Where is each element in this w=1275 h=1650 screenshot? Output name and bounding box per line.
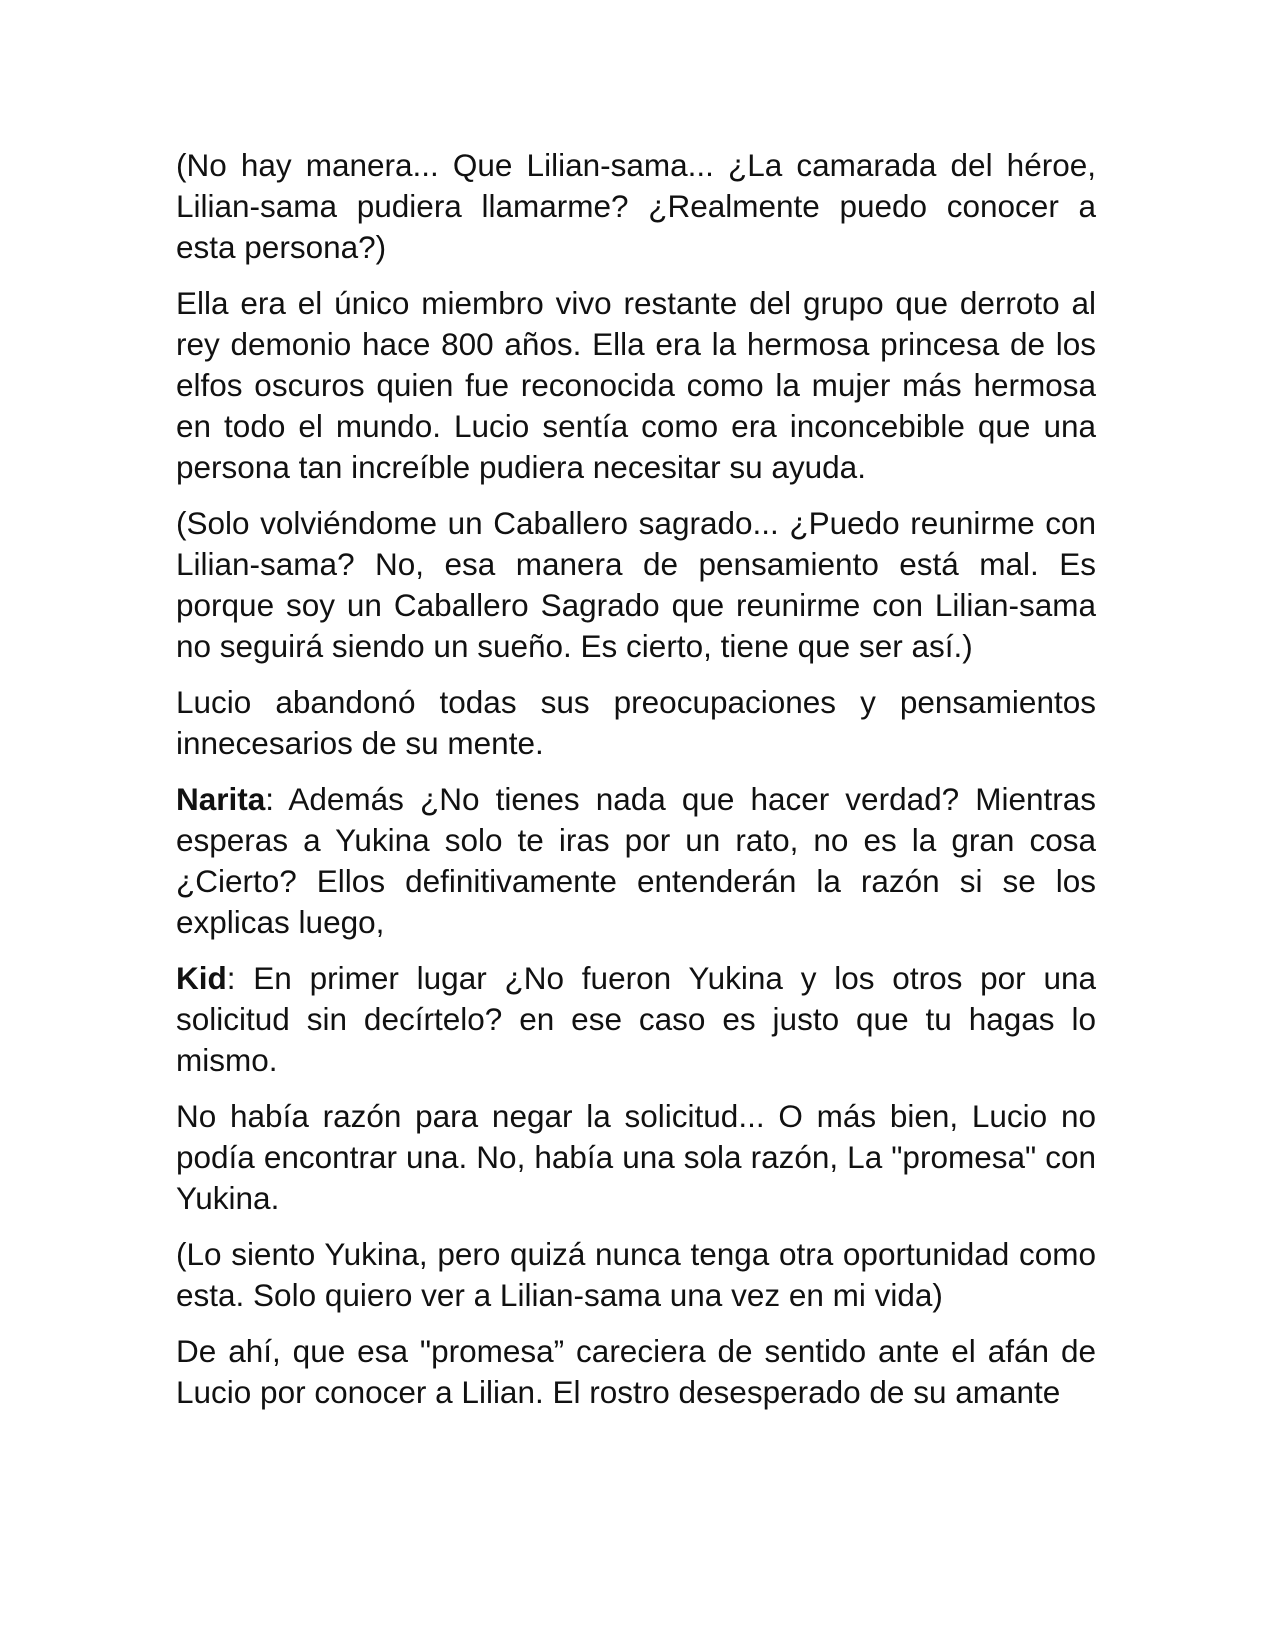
dialogue-narita [176,779,1096,943]
paragraph-9 [176,1331,1096,1413]
paragraph-text: De ahí, que esa "promesa” careciera de sentido ante el afán de Lucio por conocer a Lilian. El rostro desesperado de su amante [176,1333,1096,1410]
dialogue-text: : En primer lugar ¿No fueron Yukina y los otros por una solicitud sin decírtelo? en ese caso es justo que tu hagas lo mismo. [176,960,1096,1078]
paragraph-text: (Solo volviéndome un Caballero sagrado... ¿Puedo reunirme con Lilian-sama? No, esa manera de pensamiento está mal. Es porque soy un Caballero Sagrado que reunirme con Lilian-sama no seguirá siendo un sueño. Es cierto, tiene que ser así.) [176,505,1096,664]
speaker-name: Narita [176,781,266,817]
paragraph-7 [176,1096,1096,1219]
paragraph-3 [176,503,1096,667]
paragraph-text: (No hay manera... Que Lilian-sama... ¿La camarada del héroe, Lilian-sama pudiera llamarme? ¿Realmente puedo conocer a esta persona?) [176,147,1096,265]
paragraph-text: Ella era el único miembro vivo restante del grupo que derroto al rey demonio hace 800 años. Ella era la hermosa princesa de los elfos oscuros quien fue reconocida como la mujer más hermosa en todo el mundo. Lucio sentía como era inconcebible que una persona tan increíble pudiera necesitar su ayuda. [176,285,1096,485]
paragraph-2 [176,283,1096,488]
speaker-name: Kid [176,960,227,996]
paragraph-4 [176,682,1096,764]
dialogue-text: : Además ¿No tienes nada que hacer verdad? Mientras esperas a Yukina solo te iras por un rato, no es la gran cosa ¿Cierto? Ellos definitivamente entenderán la razón si se los explicas luego, [176,781,1096,940]
document-page [176,145,1096,1428]
paragraph-text: Lucio abandonó todas sus preocupaciones y pensamientos innecesarios de su mente. [176,684,1096,761]
paragraph-8 [176,1234,1096,1316]
paragraph-text: No había razón para negar la solicitud... O más bien, Lucio no podía encontrar una. No, había una sola razón, La "promesa" con Yukina. [176,1098,1096,1216]
dialogue-kid [176,958,1096,1081]
paragraph-text: (Lo siento Yukina, pero quizá nunca tenga otra oportunidad como esta. Solo quiero ver a Lilian-sama una vez en mi vida) [176,1236,1096,1313]
paragraph-1 [176,145,1096,268]
